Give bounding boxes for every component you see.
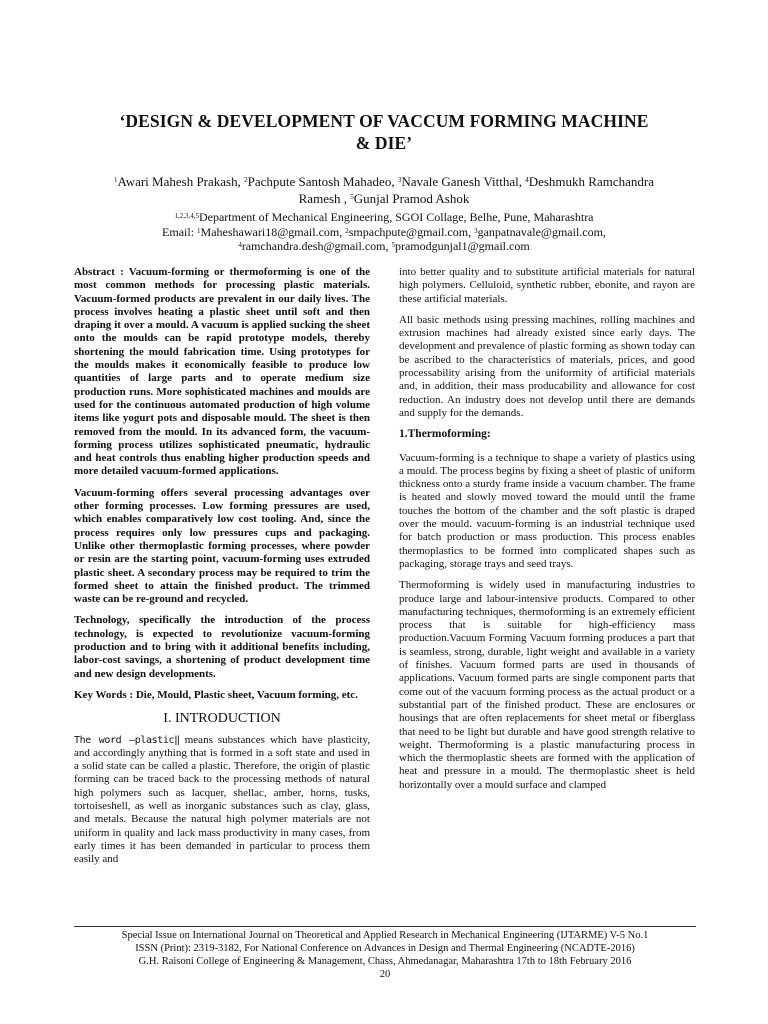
title-line-2: & DIE’ bbox=[355, 133, 413, 153]
email-4: ramchandra.desh@gmail.com, bbox=[241, 239, 392, 253]
body-paragraph-1: into better quality and to substitute artificial materials for natural high polymers. Celluloid, synthetic rubber, ebonite, and rayon are these artificial materials. bbox=[399, 266, 695, 305]
footer bbox=[74, 930, 696, 968]
author-4-cont: Ramesh , bbox=[298, 191, 351, 206]
right-column bbox=[399, 266, 695, 800]
body-paragraph-3: Vacuum-forming is a technique to shape a variety of plastics using a mould. The process begins by fixing a sheet of plastic of uniform thickness onto a sturdy frame inside a vacuum chamber. The frame is heated and slowly moved toward the mould until the frame touches the bottom of the chamber and the soft plastic is draped over the mould. vacuum-forming is an industrial technique used for batch production or mass production. This process enables thermoplastics to be formed into complicated shapes such as packaging, storage trays and seed trays. bbox=[399, 451, 695, 570]
author-3: Navale Ganesh Vitthal, bbox=[401, 174, 526, 189]
email-5: pramodgunjal1@gmail.com bbox=[394, 239, 530, 253]
thermoforming-heading: 1.Thermoforming: bbox=[399, 428, 491, 441]
footer-divider bbox=[74, 926, 696, 927]
email-3: ganpatnavale@gmail.com, bbox=[477, 224, 606, 239]
email-label: Email: bbox=[162, 224, 198, 239]
footer-line-3: G.H. Raisoni College of Engineering & Management, Chass, Ahmedanagar, Maharashtra 17th to 18th February 2016 bbox=[138, 955, 632, 967]
paper-title bbox=[40, 110, 728, 154]
introduction-lead: The word ―plastic‖ bbox=[74, 734, 180, 746]
body-paragraph-4: Thermoforming is widely used in manufacturing industries to produce large and labour-intensive products. Compared to other manufacturing techniques, thermoforming is an extremely efficient process that is suitable for high-efficiency mass production.Vacuum Forming Vacuum forming produces a part that is seamless, strong, durable, light weight and available in a variety of finishes. Vacuum formed parts are used in thousands of applications. Vacuum formed parts are single component parts that come out of the vacuum forming process as the actual product or a substantial part of the finished product. These are enclosures or housings that are often replacements for sheet metal or fiberglass that need to be light but durable and have good strength relative to weight. Thermoforming is a plastic manufacturing process in which the thermoplastic sheets are formed with the application of heat and pressure in a mould. The thermoplastic sheet is held horizontally over a mould surface and clamped bbox=[399, 579, 695, 791]
footer-line-2: ISSN (Print): 2319-3182, For National Conference on Advances in Design and Thermal Engineering (NCADTE-2016) bbox=[135, 942, 635, 954]
left-column bbox=[74, 266, 370, 874]
author-line-1: $^1$Awari Mahesh Prakash, $^2$Pachpute Santosh Mahadeo, $^3$Navale Ganesh Vitthal, $^4$Deshmukh Ramchandra bbox=[114, 174, 654, 189]
body-paragraph-2: All basic methods using pressing machines, rolling machines and extrusion machines had already existed since early days. The development and prevalence of plastic forming as shown today can be ascribed to the characteristics of materials, prices, and good processability arising from the uniformity of artificial materials and, in addition, their mass producability and allowance for cost reduction. An industry does not develop until there are demands and supply for the demands. bbox=[399, 313, 695, 419]
author-line-2: Ramesh , $^5$Gunjal Pramod Ashok bbox=[298, 191, 470, 206]
abstract-paragraph-3: Technology, specifically the introduction of the process technology, is expected to revolutionize vacuum-forming production and to bring with it additional benefits including, labor-cost savings, a shortening of product development time and new design developments. bbox=[74, 614, 370, 680]
affiliation-block bbox=[40, 210, 728, 254]
author-list bbox=[40, 173, 728, 207]
keywords: Key Words : Die, Mould, Plastic sheet, Vacuum forming, etc. bbox=[74, 688, 358, 701]
abstract-paragraph-2: Vacuum-forming offers several processing advantages over other forming processes. Low forming pressures are used, which enables comparatively low cost tooling. And, since the process requires only low pressures cups and packaging. Unlike other thermoplastic forming processes, where powder or resin are the starting point, vacuum-forming uses extruded plastic sheet. A secondary process may be required to trim the formed sheet to attain the finished product. The trimmed waste can be re-ground and recycled. bbox=[74, 486, 370, 606]
abstract-paragraph-1: Abstract : Vacuum-forming or thermoforming is one of the most common methods for processing plastic materials. Vacuum-formed products are prevalent in our daily lives. The process involves heating a plastic sheet until soft and then draping it over a mould. A vacuum is applied sucking the sheet onto the moulds can be rapid prototype models, thereby shortening the mould fabrication time. Using prototypes for the moulds makes it economically feasible to produce low quantities of large parts and to operate medium size production runs. More sophisticated machines and moulds are used for the continuous automated production of high volume items like yogurt pots and disposable mould. The sheet is then removed from the mould. In its advanced form, the vacuum-forming process utilizes sophisticated pneumatic, hydraulic and heat controls thus enabling higher production speeds and more detailed vacuum-formed applications. bbox=[74, 266, 370, 478]
author-5: Gunjal Pramod Ashok bbox=[353, 191, 470, 206]
email-line-1: Email: $^1$Maheshawari18@gmail.com, $^2$smpachpute@gmail.com, $^3$ganpatnavale@gmail.com, bbox=[162, 224, 606, 239]
introduction-heading: I. INTRODUCTION bbox=[163, 711, 281, 727]
email-2: smpachpute@gmail.com, bbox=[348, 224, 475, 239]
author-1: Awari Mahesh Prakash, bbox=[117, 174, 245, 189]
author-4: Deshmukh Ramchandra bbox=[528, 174, 654, 189]
introduction-body: means substances which have plasticity, and accordingly anything that is formed in a soft state and used in a solid state can be called a plastic. Therefore, the origin of plastic forming can be traced back to the processing methods of natural high polymers such as lacquer, shellac, amber, horns, tusks, tortoiseshell, as well as inorganic substances such as clay, glass, and metals. Because the natural high polymer materials are not uniform in quality and lack mass productivity in many cases, from early times it has been demanded in particular to process them easily and bbox=[74, 733, 370, 866]
footer-line-1: Special Issue on International Journal on Theoretical and Applied Research in Mechanical Engineering (IJTARME) V-5 No.1 bbox=[121, 930, 649, 941]
email-1: Maheshawari18@gmail.com, bbox=[200, 224, 346, 239]
title-line-1: ‘DESIGN & DEVELOPMENT OF VACCUM FORMING MACHINE bbox=[119, 111, 649, 131]
introduction-paragraph bbox=[74, 734, 370, 867]
department-line: $^{1,2,3,4,5}$Department of Mechanical Engineering, SGOI Collage, Belhe, Pune, Maharashtra bbox=[174, 210, 594, 224]
department: Department of Mechanical Engineering, SGOI Collage, Belhe, Pune, Maharashtra bbox=[198, 210, 594, 224]
author-2: Pachpute Santosh Mahadeo, bbox=[247, 174, 398, 189]
email-line-2: $^4$ramchandra.desh@gmail.com, $^5$pramodgunjal1@gmail.com bbox=[238, 239, 530, 253]
page-number: 20 bbox=[379, 969, 391, 980]
